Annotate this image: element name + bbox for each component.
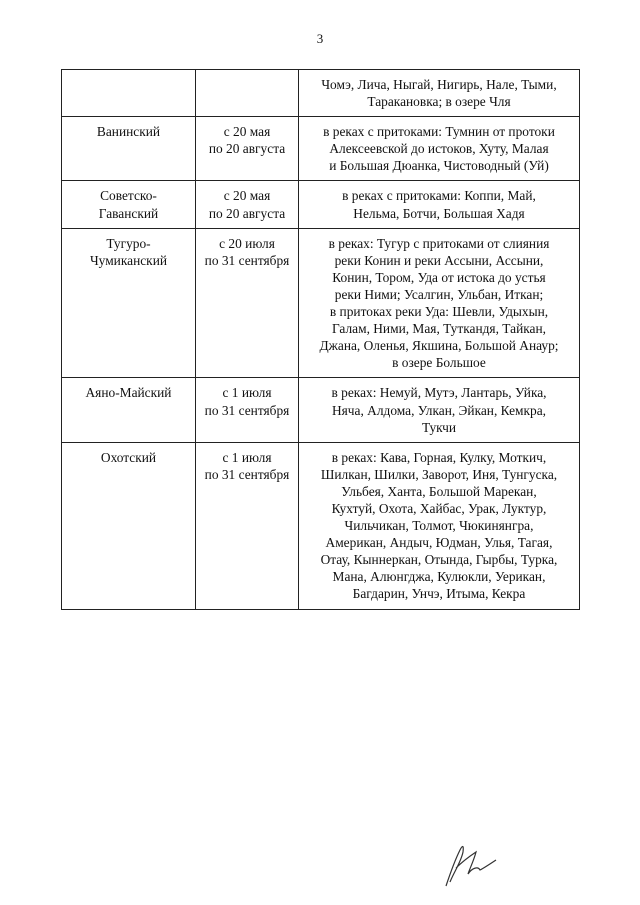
cell-text-line: реки Конин и реки Ассыни, Ассыни, — [334, 252, 544, 268]
period-cell — [196, 117, 299, 181]
cell-text-line: Охотский — [100, 449, 157, 465]
cell-text-line: Ванинский — [96, 124, 161, 140]
cell-text-line: Чумиканский — [89, 252, 168, 268]
cell-text-line: в притоках реки Уда: Шевли, Удыхын, — [329, 304, 549, 320]
cell-text-line: Няча, Алдома, Улкан, Эйкан, Кемкра, — [331, 402, 547, 418]
cell-text-line: Джана, Оленья, Якшина, Большой Анаур; — [319, 338, 559, 354]
period-cell — [196, 378, 299, 442]
cell-text-line: с 1 июля — [222, 449, 272, 465]
cell-text-line: Нельма, Ботчи, Большая Хадя — [353, 205, 525, 221]
cell-text-line: по 31 сентября — [204, 466, 290, 482]
district-cell — [62, 378, 196, 442]
cell-text-line: с 1 июля — [222, 385, 272, 401]
waters-cell — [299, 70, 580, 117]
cell-text-line: и Большая Дюанка, Чистоводный (Уй) — [329, 158, 549, 174]
cell-text-line: в реках: Немуй, Мутэ, Лантарь, Уйка, — [331, 385, 547, 401]
cell-text-line: Аяно-Майский — [85, 385, 172, 401]
period-cell — [196, 442, 299, 609]
cell-text-line: с 20 июля — [219, 235, 275, 251]
period-cell — [196, 181, 299, 228]
cell-text-line: Тукчи — [421, 419, 457, 435]
cell-text-line: в реках с притоками: Тумнин от протоки — [323, 124, 555, 140]
table-row — [62, 181, 580, 228]
cell-text-line: Тугуро- — [106, 235, 151, 251]
cell-text-line: по 20 августа — [208, 141, 286, 157]
cell-text-line: Ульбея, Ханта, Большой Марекан, — [341, 483, 537, 499]
cell-text-line: Алексеевской до истоков, Хуту, Малая — [329, 141, 549, 157]
waters-cell — [299, 117, 580, 181]
cell-text-line: Багдарин, Унчэ, Итыма, Кекра — [352, 586, 526, 602]
cell-text-line: по 31 сентября — [204, 252, 290, 268]
cell-text-line: Чильчикан, Толмот, Чюкинянгра, — [344, 518, 534, 534]
table-row — [62, 70, 580, 117]
district-cell — [62, 442, 196, 609]
cell-text-line: с 20 мая — [223, 124, 271, 140]
waters-cell — [299, 228, 580, 378]
fishing-restrictions-table — [61, 69, 580, 610]
cell-text-line: Отау, Кыннеркан, Отында, Гырбы, Турка, — [320, 552, 558, 568]
table-row — [62, 442, 580, 609]
cell-text-line: Советско- — [100, 188, 157, 204]
cell-text-line: по 20 августа — [208, 205, 286, 221]
table-body — [62, 70, 580, 610]
handwritten-signature — [440, 838, 500, 890]
district-cell — [62, 181, 196, 228]
waters-cell — [299, 181, 580, 228]
waters-cell — [299, 442, 580, 609]
cell-text-line: Галам, Ними, Мая, Туткандя, Тайкан, — [332, 321, 546, 337]
cell-text-line: Конин, Тором, Уда от истока до устья — [332, 269, 546, 285]
cell-text-line: Шилкан, Шилки, Заворот, Иня, Тунгуска, — [320, 466, 558, 482]
table-row — [62, 378, 580, 442]
cell-text-line: реки Ними; Усалгин, Ульбан, Иткан; — [334, 286, 544, 302]
cell-text-line: Чомэ, Лича, Ныгай, Нигирь, Нале, Тыми, — [321, 77, 557, 92]
district-cell — [62, 117, 196, 181]
cell-text-line: Гаванский — [98, 205, 159, 221]
period-cell — [196, 228, 299, 378]
cell-text-line: Американ, Андыч, Юдман, Улья, Тагая, — [325, 535, 553, 551]
cell-text-line: по 31 сентября — [204, 402, 290, 418]
district-cell — [62, 70, 196, 117]
cell-text-line: в озере Большое — [392, 355, 486, 371]
district-cell — [62, 228, 196, 378]
cell-text-line: Кухтуй, Охота, Хайбас, Урак, Луктур, — [331, 500, 547, 516]
table-row — [62, 117, 580, 181]
cell-text-line: Мана, Алюнгджа, Кулюкли, Уерикан, — [332, 569, 546, 585]
cell-text-line: в реках: Тугур с притоками от слияния — [328, 235, 550, 251]
page-number: 3 — [316, 31, 324, 46]
waters-cell — [299, 378, 580, 442]
cell-text-line: в реках: Кава, Горная, Кулку, Моткич, — [331, 449, 547, 465]
table-row — [62, 228, 580, 378]
cell-text-line: с 20 мая — [223, 188, 271, 204]
period-cell — [196, 70, 299, 117]
cell-text-line: Таракановка; в озере Чля — [367, 94, 511, 110]
cell-text-line: в реках с притоками: Коппи, Май, — [342, 188, 536, 204]
